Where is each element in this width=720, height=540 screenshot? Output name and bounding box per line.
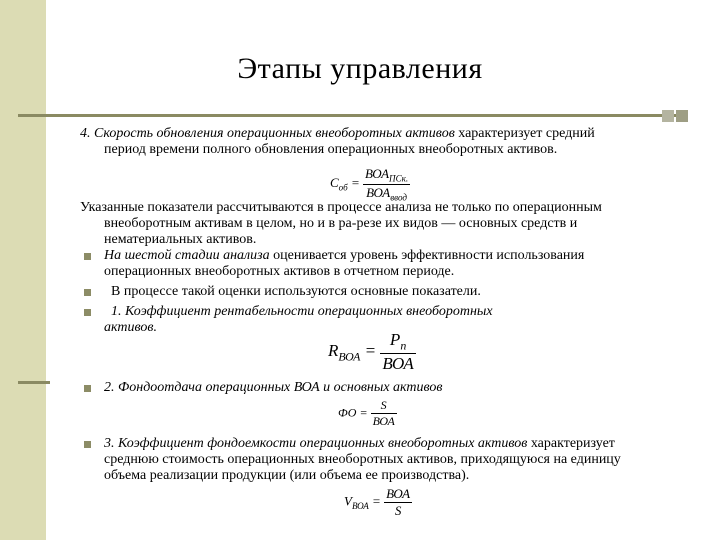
formula-4-num: ВОА [386, 486, 411, 501]
formula-3-fraction [371, 398, 397, 429]
formula-4-den: S [394, 503, 402, 518]
bullet-1-italic: На шестой стадии анализа [104, 248, 270, 263]
formula-capital-intensity [344, 486, 412, 519]
bullet-1-rest: оценивается уровень эффективности использования [269, 248, 585, 263]
formula-4-lhs: V [344, 493, 352, 509]
lower-rule [18, 381, 50, 384]
formula-1-fraction [363, 166, 410, 202]
formula-2-lhs-sub: ВОА [338, 349, 361, 364]
paragraph-2-line-2: внеоборотным активам в целом, но и в ра-резе их видов — основных средств и [104, 216, 578, 231]
formula-4-fraction [384, 486, 412, 519]
formula-3-lhs: ФО [338, 405, 357, 420]
formula-2-num: P [389, 330, 401, 349]
paragraph-1-line-1 [80, 126, 595, 142]
formula-1-num-sub: ПСк. [389, 173, 409, 184]
formula-renewal-speed [330, 166, 410, 202]
paragraph-2-line-3: нематериальных активов. [104, 232, 257, 247]
rule-ornament-1 [662, 110, 674, 122]
formula-3-eq: = [359, 405, 368, 420]
paragraph-1-italic: 4. Скорость обновления операционных внеоборотных активов [80, 126, 455, 141]
bullet-marker [84, 441, 91, 448]
formula-1-num: ВОА [364, 166, 390, 181]
formula-2-eq: = [364, 341, 377, 361]
formula-2-fraction [380, 330, 415, 374]
formula-1-lhs-sub: об [338, 182, 348, 193]
bullet-marker [84, 385, 91, 392]
formula-2-den: ВОА [382, 354, 414, 374]
formula-4-eq: = [372, 493, 381, 509]
bullet-2-text: В процессе такой оценки используются основные показатели. [104, 284, 481, 299]
formula-3-num: S [371, 398, 397, 414]
bullet-5-line-3: объема реализации продукции (или объема ее производства). [104, 468, 470, 483]
paragraph-1-rest: характеризует средний [454, 126, 595, 141]
bullet-5-rest: характеризует [527, 436, 615, 451]
formula-2-lhs: R [328, 341, 339, 361]
formula-4-lhs-sub: ВОА [351, 501, 369, 512]
formula-1-den-sub: ввод [390, 192, 407, 203]
formula-profitability [328, 330, 416, 374]
formula-1-lhs: C [330, 175, 339, 191]
formula-1-den: ВОА [366, 184, 391, 200]
bullet-3-line-1: 1. Коэффициент рентабельности операционных внеоборотных [104, 304, 493, 319]
formula-3-den: ВОА [372, 414, 395, 428]
title-rule [18, 114, 688, 117]
rule-ornament-2 [676, 110, 688, 122]
bullet-3-line-2: активов. [104, 320, 157, 335]
bullet-marker [84, 253, 91, 260]
bullet-5-line-2: среднюю стоимость операционных внеоборотных активов, приходящуюся на единицу [104, 452, 621, 467]
bullet-5-italic: 3. Коэффициент фондоемкости операционных внеоборотных активов [104, 436, 528, 451]
bullet-1-line-1 [104, 248, 584, 264]
paragraph-1-line-2: период времени полного обновления операционных внеоборотных активов. [104, 142, 558, 157]
formula-2-num-sub: n [400, 338, 407, 353]
formula-capital-productivity [338, 398, 397, 429]
bullet-5-line-1 [104, 436, 615, 452]
page-title: Этапы управления [237, 52, 483, 85]
bullet-1-line-2: операционных внеоборотных активов в отчетном периоде. [104, 264, 455, 279]
bullet-marker [84, 309, 91, 316]
bullet-marker [84, 289, 91, 296]
formula-1-eq: = [350, 175, 360, 191]
paragraph-2-line-1: Указанные показатели рассчитываются в процессе анализа не только по операционным [80, 200, 602, 215]
bullet-4-text: 2. Фондоотдача операционных ВОА и основных активов [104, 380, 443, 395]
